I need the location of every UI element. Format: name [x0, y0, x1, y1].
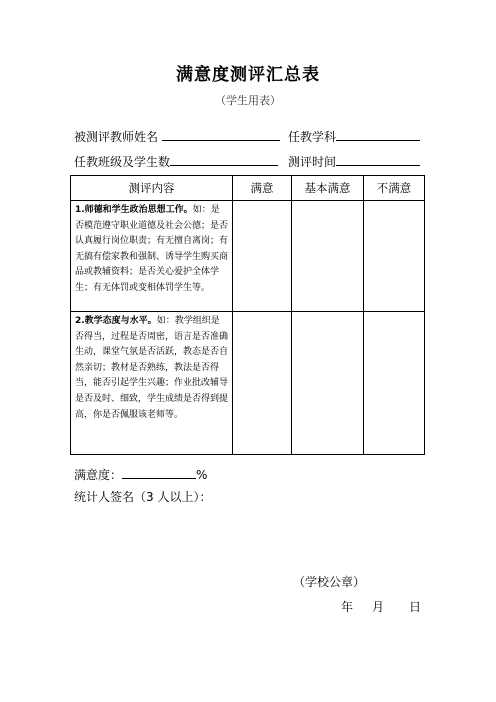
date-month: 月: [372, 600, 385, 614]
cell-unsatisfied[interactable]: [364, 312, 425, 455]
row-text: 如：教学组织是否得当，过程是否周密，语言是否准确生动，课堂气氛是否活跃，教态是否自然亲切；教材是否熟练，教法是否得当，能否引起学生兴趣；作业批改辅导是否及时、细致，学生成绩是否得到提高，你是否佩服该老师等。: [75, 316, 229, 420]
signer-label: 统计人签名（3 人以上）：: [74, 490, 212, 504]
evaluation-table: [70, 175, 425, 455]
subject-label: 任教学科: [288, 130, 337, 144]
row-content-ethics: [71, 201, 233, 312]
header-satisfied: 满意: [233, 176, 292, 201]
subject-row: [288, 128, 420, 145]
row-content-teaching: [71, 312, 233, 455]
table-row: [71, 312, 425, 455]
cell-unsatisfied[interactable]: [364, 201, 425, 312]
time-label: 测评时间: [288, 155, 337, 169]
date-year: 年: [341, 600, 354, 614]
cell-satisfied[interactable]: [233, 312, 292, 455]
date-day: 日: [409, 600, 422, 614]
subject-blank[interactable]: [336, 129, 420, 141]
time-row: [288, 153, 420, 170]
teacher-name-row: [74, 128, 280, 145]
satisfaction-row: [74, 466, 207, 483]
table-header-row: [71, 176, 425, 201]
row-heading: 1.师德和学生政治思想工作。: [75, 205, 193, 215]
teacher-name-blank[interactable]: [162, 129, 280, 141]
satisfaction-label: 满意度：: [74, 468, 123, 482]
cell-satisfied[interactable]: [233, 201, 292, 312]
teacher-name-label: 被测评教师姓名: [74, 130, 159, 144]
class-row: [74, 153, 278, 170]
satisfaction-blank[interactable]: [122, 467, 196, 479]
class-label: 任教班级及学生数: [74, 155, 171, 169]
row-text: 如：是否模范遵守职业道德及社会公德；是否认真履行岗位职责；有无擅自离岗；有无搞有偿家教和强制、诱导学生购买商品或教辅资料；是否关心爱护全体学生；有无体罚或变相体罚学生等。: [75, 205, 229, 293]
page-subtitle: （学生用表）: [215, 94, 281, 107]
header-unsatisfied: 不满意: [364, 176, 425, 201]
row-heading: 2.教学态度与水平。: [75, 316, 157, 326]
header-basically-satisfied: 基本满意: [292, 176, 364, 201]
time-blank[interactable]: [336, 154, 420, 166]
header-content: 测评内容: [71, 176, 233, 201]
school-seal-label: （学校公章）: [293, 575, 366, 589]
page-title: 满意度测评汇总表: [176, 65, 320, 85]
cell-basically-satisfied[interactable]: [292, 201, 364, 312]
percent-sign: %: [196, 468, 208, 482]
table-row: [71, 201, 425, 312]
class-blank[interactable]: [170, 154, 278, 166]
cell-basically-satisfied[interactable]: [292, 312, 364, 455]
